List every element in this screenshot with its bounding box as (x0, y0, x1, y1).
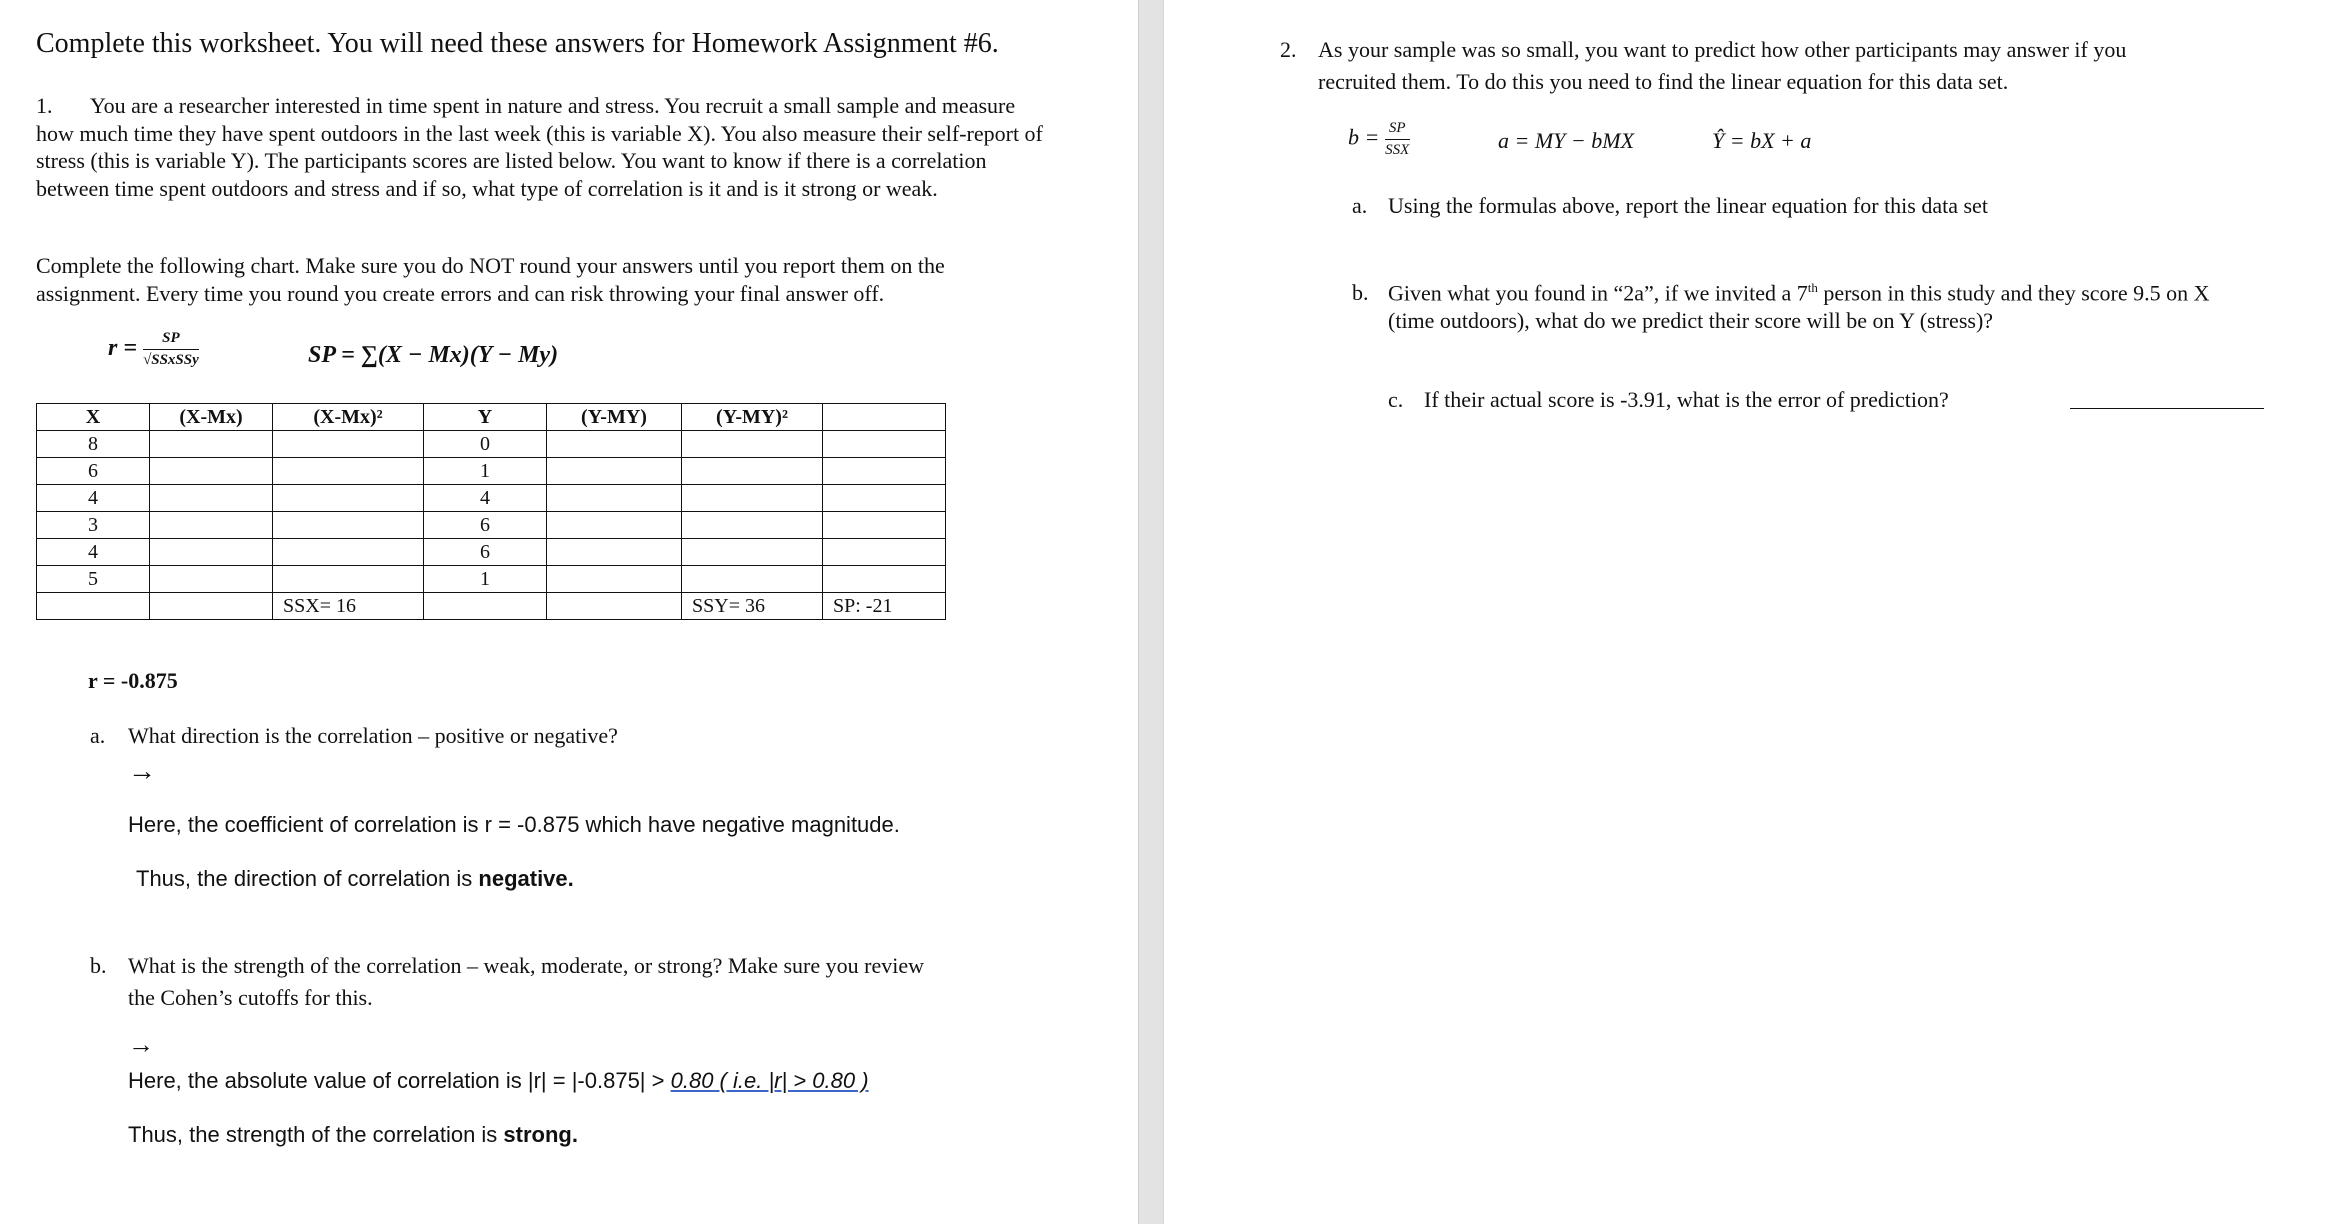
cell-x: 3 (37, 512, 150, 539)
q1a-answer-line1: Here, the coefficient of correlation is r = -0.875 which have negative magnitude. (128, 812, 900, 837)
q2b-label: b. (1352, 280, 1369, 306)
q1b-line1 (90, 952, 1090, 980)
cell-x-dev (150, 566, 273, 593)
sp-value: SP: -21 (823, 593, 946, 620)
cell-y: 6 (424, 539, 547, 566)
q1b-answer-line1 (128, 1068, 869, 1094)
q2a-text: Using the formulas above, report the linear equation for this data set (1388, 193, 1988, 218)
cell-blank (823, 458, 946, 485)
cell-y-dev (547, 485, 682, 512)
formula-r-denominator: √SSxSSy (143, 352, 199, 368)
q1a-answer-prefix: Thus, the direction of correlation is (136, 866, 479, 891)
q2-line1: As your sample was so small, you want to predict how other participants may answer if you (1318, 37, 2127, 62)
cell-y-dev-sq (682, 566, 823, 593)
q1-instructions: Complete the following chart. Make sure you do NOT round your answers until you report them on the assignment. Every time you round you create errors and can risk throwing your final answer off. (36, 253, 945, 306)
q1b-question-line2: the Cohen’s cutoffs for this. (128, 984, 373, 1010)
cell-x: 6 (37, 458, 150, 485)
q2b (1352, 274, 2322, 334)
header-x: X (37, 404, 150, 431)
cell-x-dev-sq (273, 458, 424, 485)
formula-sp: SP = ∑(X − Mx)(Y − My) (308, 342, 559, 368)
cell-blank (823, 485, 946, 512)
footer-blank (37, 593, 150, 620)
cell-y-dev-sq (682, 512, 823, 539)
cell-y: 0 (424, 431, 547, 458)
cell-y: 6 (424, 512, 547, 539)
q1a (90, 722, 618, 750)
q1a-answer-bold: negative. (478, 866, 574, 891)
cell-y-dev-sq (682, 431, 823, 458)
table-row (37, 539, 946, 566)
q2c-text: If their actual score is -3.91, what is the error of prediction? (1424, 387, 1949, 412)
formula-b-numerator: SP (1385, 120, 1410, 140)
q1b-answer-prefix2: Thus, the strength of the correlation is (128, 1122, 504, 1147)
header-y-dev: (Y-MY) (547, 404, 682, 431)
q1-intro (36, 92, 1046, 202)
q2c (1388, 386, 1949, 414)
cell-x-dev-sq (273, 566, 424, 593)
footer-blank (424, 593, 547, 620)
formula-b-fraction (1385, 120, 1410, 159)
q2b-text-sup: th (1807, 280, 1818, 295)
header-x-dev-sq: (X-Mx)² (273, 404, 424, 431)
table-row (37, 431, 946, 458)
q1a-question: What direction is the correlation – positive or negative? (128, 723, 618, 748)
arrow-icon: → (128, 1030, 154, 1059)
cell-x: 4 (37, 539, 150, 566)
q1a-answer-line2 (136, 866, 574, 892)
q2c-answer-line[interactable] (2070, 408, 2264, 409)
cell-y-dev (547, 458, 682, 485)
formula-b (1348, 120, 1410, 159)
cell-x-dev-sq (273, 512, 424, 539)
cell-y: 4 (424, 485, 547, 512)
q1-number: 1. (36, 93, 53, 118)
q1b-answer-line2 (128, 1122, 578, 1148)
cell-blank (823, 512, 946, 539)
footer-blank (150, 593, 273, 620)
cell-x-dev (150, 431, 273, 458)
q1b (90, 952, 1090, 1011)
formula-r-fraction (143, 330, 199, 369)
cell-y: 1 (424, 566, 547, 593)
header-x-dev: (X-Mx) (150, 404, 273, 431)
left-page (0, 0, 1138, 1224)
q2-line1-row (1280, 34, 2280, 66)
q2-number: 2. (1280, 37, 1297, 62)
cell-x: 8 (37, 431, 150, 458)
cell-x-dev-sq (273, 485, 424, 512)
arrow-icon: → (128, 756, 156, 787)
formula-r-lhs: r = (108, 335, 138, 362)
q2b-line1 (1352, 274, 2322, 307)
table-row (37, 458, 946, 485)
cell-y-dev (547, 539, 682, 566)
header-blank (823, 404, 946, 431)
cell-x-dev (150, 512, 273, 539)
q1b-question-line1: What is the strength of the correlation – weak, moderate, or strong? Make sure you review (128, 953, 925, 978)
q2-line2: recruited them. To do this you need to find the linear equation for this data set. (1318, 69, 2009, 94)
cell-x-dev (150, 539, 273, 566)
q1b-cutoff-link[interactable]: 0.80 ( i.e. |r| > 0.80 ) (670, 1068, 869, 1093)
footer-blank (547, 593, 682, 620)
formula-b-lhs: b = (1348, 124, 1380, 150)
ssx-value: SSX= 16 (273, 593, 424, 620)
cell-blank (823, 566, 946, 593)
cell-y-dev (547, 431, 682, 458)
cell-x-dev (150, 458, 273, 485)
formula-a: a = MY − bMX (1498, 128, 1635, 153)
q2-intro (1280, 34, 2280, 98)
cell-x: 5 (37, 566, 150, 593)
table-row (37, 485, 946, 512)
q1-intro-text: You are a researcher interested in time spent in nature and stress. You recruit a small sample and measure how much time they have spent outdoors in the last week (this is variable X). You also measure their self-report of stress (this is variable Y). The participants scores are listed below. You want to know if there is a correlation between time spent outdoors and stress and if so, what type of correlation is it and is it strong or weak. (36, 93, 1043, 201)
q2a-label: a. (1352, 193, 1368, 218)
data-table (36, 403, 946, 620)
q2b-text-suffix: person in this study and they score 9.5 on X (1817, 280, 2210, 306)
page-gutter (1138, 0, 1164, 1224)
table-footer-row (37, 593, 946, 620)
q1b-answer-prefix: Here, the absolute value of correlation is |r| = |-0.875| > (128, 1068, 671, 1093)
header-y-dev-sq: (Y-MY)² (682, 404, 823, 431)
q2b-text-prefix: Given what you found in “2a”, if we invited a 7 (1388, 280, 1808, 306)
q2b-line2: (time outdoors), what do we predict their score will be on Y (stress)? (1388, 307, 1994, 333)
cell-blank (823, 539, 946, 566)
formula-y: Ŷ = bX + a (1712, 128, 1812, 153)
cell-y-dev (547, 566, 682, 593)
r-result: r = -0.875 (88, 668, 178, 693)
header-y: Y (424, 404, 547, 431)
worksheet-title: Complete this worksheet. You will need these answers for Homework Assignment #6. (36, 28, 999, 59)
table-row (37, 512, 946, 539)
cell-x-dev (150, 485, 273, 512)
table-row (37, 566, 946, 593)
cell-blank (823, 431, 946, 458)
cell-y-dev-sq (682, 458, 823, 485)
q1a-label: a. (90, 723, 106, 748)
cell-y: 1 (424, 458, 547, 485)
q1b-answer-bold: strong. (503, 1122, 578, 1147)
formula-b-denominator: SSX (1385, 142, 1410, 158)
cell-y-dev (547, 512, 682, 539)
q2a (1352, 192, 1988, 220)
cell-x: 4 (37, 485, 150, 512)
cell-y-dev-sq (682, 485, 823, 512)
q2c-label: c. (1388, 387, 1404, 412)
cell-y-dev-sq (682, 539, 823, 566)
cell-x-dev-sq (273, 431, 424, 458)
table-header-row (37, 404, 946, 431)
formula-r (108, 330, 199, 369)
q1b-label: b. (90, 953, 107, 978)
formula-r-numerator: SP (143, 330, 199, 350)
cell-x-dev-sq (273, 539, 424, 566)
ssy-value: SSY= 36 (682, 593, 823, 620)
right-page (1164, 0, 2330, 1224)
